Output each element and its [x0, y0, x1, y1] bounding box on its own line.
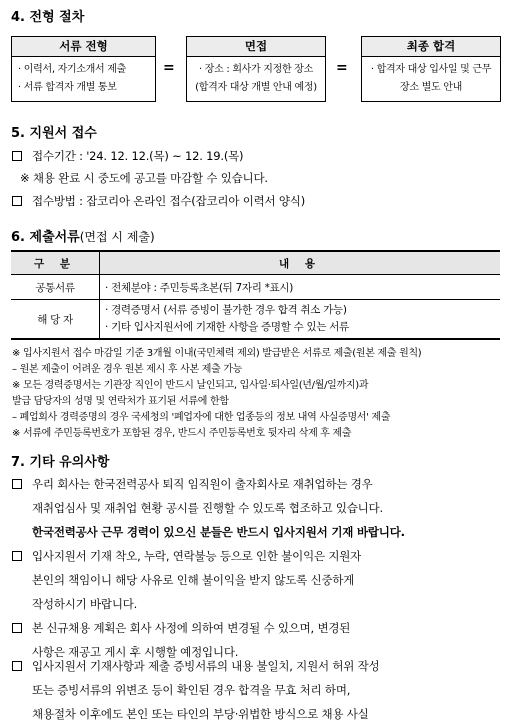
arrow-equals-icon: = [336, 60, 348, 76]
table-cell-content [100, 300, 501, 340]
checkbox-icon [12, 196, 22, 206]
process-box-interview-head: 면접 [187, 37, 325, 57]
notice-line: 우리 회사는 한국전력공사 퇴직 임직원이 출자회사로 재취업하는 경우 [32, 477, 373, 491]
table-cell-category: 공통서류 [11, 275, 100, 300]
checkbox-icon [12, 623, 22, 633]
process-box-final-head: 최종 합격 [362, 37, 500, 57]
section-4-title: 4. 전형 절차 [11, 10, 85, 25]
apply-note: ※ 채용 완료 시 중도에 공고를 마감할 수 있습니다. [20, 171, 268, 185]
process-box-interview-line: · 장소 : 회사가 지정한 장소 [199, 64, 313, 75]
notice-line: 채용절차 이후에도 본인 또는 타인의 부당·위법한 방식으로 채용 사실 [32, 707, 369, 721]
checkbox-icon [12, 661, 22, 671]
table-row [11, 300, 500, 340]
notice-line: 입사지원서 기재 착오, 누락, 연락불능 등으로 인한 불이익은 지원자 [32, 549, 362, 563]
process-box-interview [186, 36, 326, 102]
process-box-interview-line: (합격자 대상 개별 안내 예정) [195, 82, 317, 93]
table-header: 내 용 [100, 251, 501, 275]
arrow-equals-icon: = [163, 60, 175, 76]
table-cell-line: · 경력증명서 (서류 증빙이 불가한 경우 합격 취소 가능) [105, 304, 347, 316]
checkbox-icon [12, 551, 22, 561]
notice-line: 또는 증빙서류의 위변조 등이 확인된 경우 합격을 무효 처리 하며, [32, 683, 351, 697]
notice-emphasis: 한국전력공사 근무 경력이 있으신 분들은 반드시 입사지원서 기재 바랍니다. [32, 525, 405, 539]
section-7-title: 7. 기타 유의사항 [11, 455, 110, 470]
documents-table [11, 250, 500, 340]
process-box-final-line: · 합격자 대상 입사일 및 근무 [370, 64, 492, 75]
doc-note: ※ 모든 경력증명서는 기관장 직인이 반드시 날인되고, 입사일·퇴사일(년/월/일까지)과 [12, 380, 369, 391]
table-cell-line: · 기타 입사지원서에 기재한 사항을 증명할 수 있는 서류 [105, 321, 349, 333]
process-box-final-line: 장소 별도 안내 [400, 82, 462, 93]
section-6-title-main: 6. 제출서류 [11, 230, 80, 245]
notice-line: 본인의 책임이니 해당 사유로 인해 불이익을 받지 않도록 신중하게 [32, 573, 355, 587]
apply-method: 접수방법 : 잡코리아 온라인 접수(잡코리아 이력서 양식) [32, 194, 305, 208]
notice-line: 작성하시기 바랍니다. [32, 597, 138, 611]
doc-note: 발급 담당자의 성명 및 연락처가 표기된 서류에 한함 [12, 396, 229, 407]
apply-period: 접수기간 : '24. 12. 12.(목) ~ 12. 19.(목) [32, 149, 244, 163]
table-cell-content: · 전체분야 : 주민등록초본(뒤 7자리 *표시) [100, 275, 501, 300]
process-box-final [361, 36, 501, 102]
process-box-document-line: · 서류 합격자 개별 통보 [18, 82, 117, 93]
doc-note: – 폐업회사 경력증명의 경우 국세청의 '폐업자에 대한 업종등의 정보 내역 사실증명서' 제출 [12, 412, 391, 423]
section-6-title [11, 226, 155, 245]
doc-note: – 원본 제출이 어려운 경우 원본 제시 후 사본 제출 가능 [12, 364, 243, 375]
table-cell-category: 해 당 자 [11, 300, 100, 340]
process-box-document [11, 36, 156, 102]
notice-line: 사항은 재공고 게시 후 시행할 예정입니다. [32, 645, 239, 659]
notice-line: 본 신규채용 계획은 회사 사정에 의하여 변경될 수 있으며, 변경된 [32, 621, 351, 635]
table-row [11, 275, 500, 300]
section-5-title: 5. 지원서 접수 [11, 126, 97, 141]
notice-line: 입사지원서 기재사항과 제출 증빙서류의 내용 불일치, 지원서 허위 작성 [32, 659, 380, 673]
doc-note: ※ 서류에 주민등록번호가 포함된 경우, 반드시 주민등록번호 뒷자리 삭제 후 제출 [12, 428, 352, 439]
table-header: 구 분 [11, 251, 100, 275]
process-box-document-head: 서류 전형 [12, 37, 155, 57]
checkbox-icon [12, 151, 22, 161]
section-6-title-sub: (면접 시 제출) [79, 230, 155, 244]
doc-note: ※ 입사지원서 접수 마감일 기준 3개월 이내(국민체력 제외) 발급받은 서류로 제출(원본 제출 원칙) [12, 348, 422, 359]
checkbox-icon [12, 479, 22, 489]
notice-line: 재취업심사 및 재취업 현황 공시를 진행할 수 있도록 협조하고 있습니다. [32, 501, 383, 515]
process-box-document-line: · 이력서, 자기소개서 제출 [18, 64, 126, 75]
